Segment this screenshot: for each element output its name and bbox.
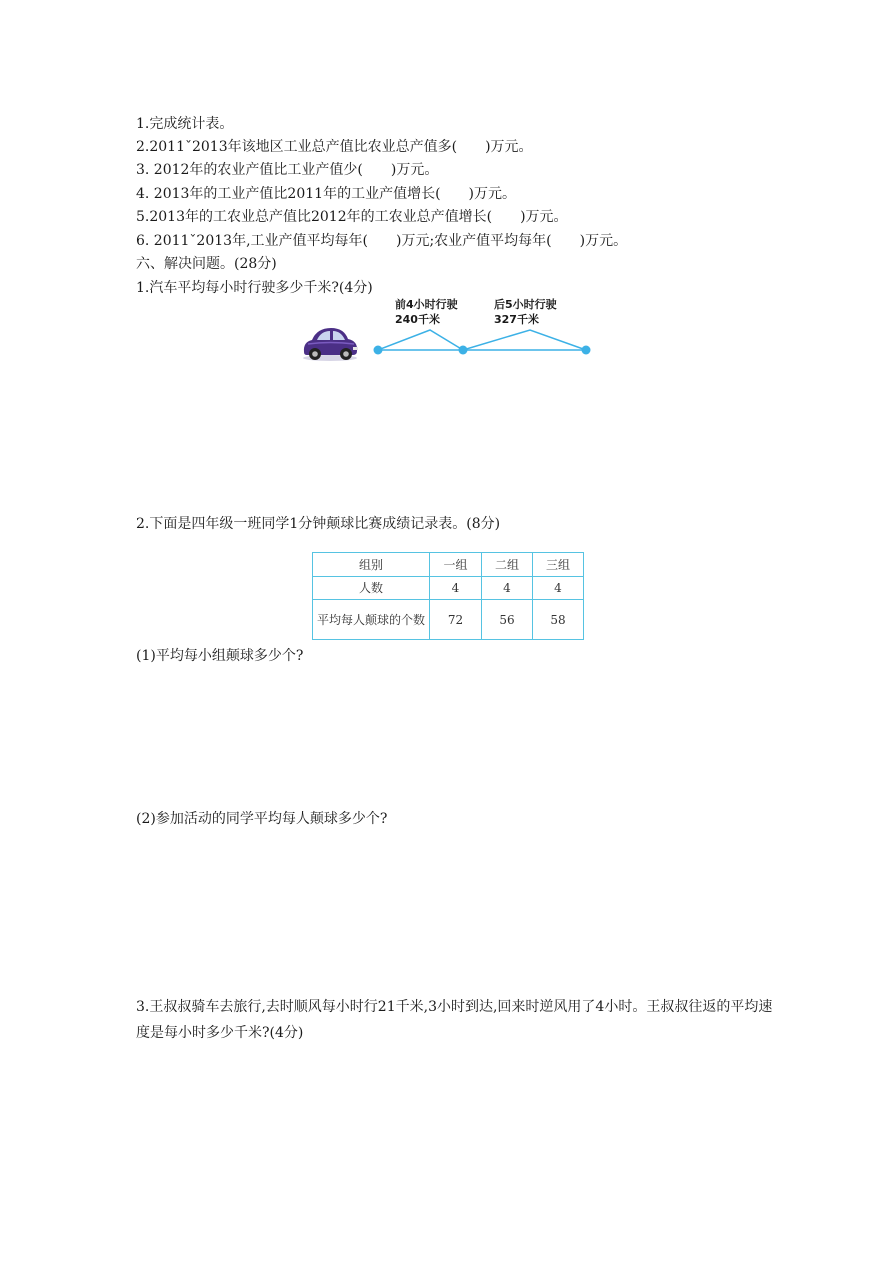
table-header-cell: 三组 (533, 553, 584, 577)
segment-2-bracket (463, 330, 586, 350)
problem-3-question: 3.王叔叔骑车去旅行,去时顺风每小时行21千米,3小时到达,回来时逆风用了4小时。王叔叔往返的平均速度是每小时多少千米?(4分) (136, 999, 773, 1041)
table-cell: 4 (482, 577, 533, 600)
segment-1-label-line1: 前4小时行驶 (395, 298, 458, 311)
table-cell: 58 (533, 600, 584, 640)
question-5-4: 4. 2013年的工业产值比2011年的工业产值增长( )万元。 (136, 186, 516, 202)
problem-1-question: 1.汽车平均每小时行驶多少千米?(4分) (136, 280, 373, 296)
table-cell: 4 (533, 577, 584, 600)
segment-2-label-line2: 327千米 (494, 313, 539, 326)
question-5-2: 2.2011ˇ2013年该地区工业总产值比农业总产值多( )万元。 (136, 139, 533, 155)
problem-2-sub-2: (2)参加活动的同学平均每人颠球多少个? (136, 811, 388, 827)
segment-1-bracket (378, 330, 463, 350)
table-cell: 平均每人颠球的个数 (313, 600, 430, 640)
table-row (313, 600, 584, 640)
table-header-cell: 二组 (482, 553, 533, 577)
segment-2-label-line1: 后5小时行驶 (494, 298, 557, 311)
table-cell: 72 (430, 600, 482, 640)
travel-diagram (298, 292, 598, 368)
table-header-cell: 一组 (430, 553, 482, 577)
problem-2-sub-1: (1)平均每小组颠球多少个? (136, 648, 304, 664)
problem-2-question: 2.下面是四年级一班同学1分钟颠球比赛成绩记录表。(8分) (136, 516, 501, 532)
table-row (313, 577, 584, 600)
segment-1-label-line2: 240千米 (395, 313, 440, 326)
mid-point (459, 346, 468, 355)
section-6-title: 六、解决问题。(28分) (136, 256, 277, 272)
question-5-3: 3. 2012年的农业产值比工业产值少( )万元。 (136, 162, 439, 178)
table-row (313, 553, 584, 577)
question-5-6: 6. 2011ˇ2013年,工业产值平均每年( )万元;农业产值平均每年( )万元。 (136, 233, 628, 249)
end-point (582, 346, 591, 355)
start-point (374, 346, 383, 355)
question-5-1: 1.完成统计表。 (136, 116, 234, 132)
table-header-cell: 组别 (313, 553, 430, 577)
score-record-table (312, 552, 584, 640)
table-cell: 56 (482, 600, 533, 640)
question-5-5: 5.2013年的工农业总产值比2012年的工农业总产值增长( )万元。 (136, 209, 568, 225)
table-cell: 人数 (313, 577, 430, 600)
table-cell: 4 (430, 577, 482, 600)
